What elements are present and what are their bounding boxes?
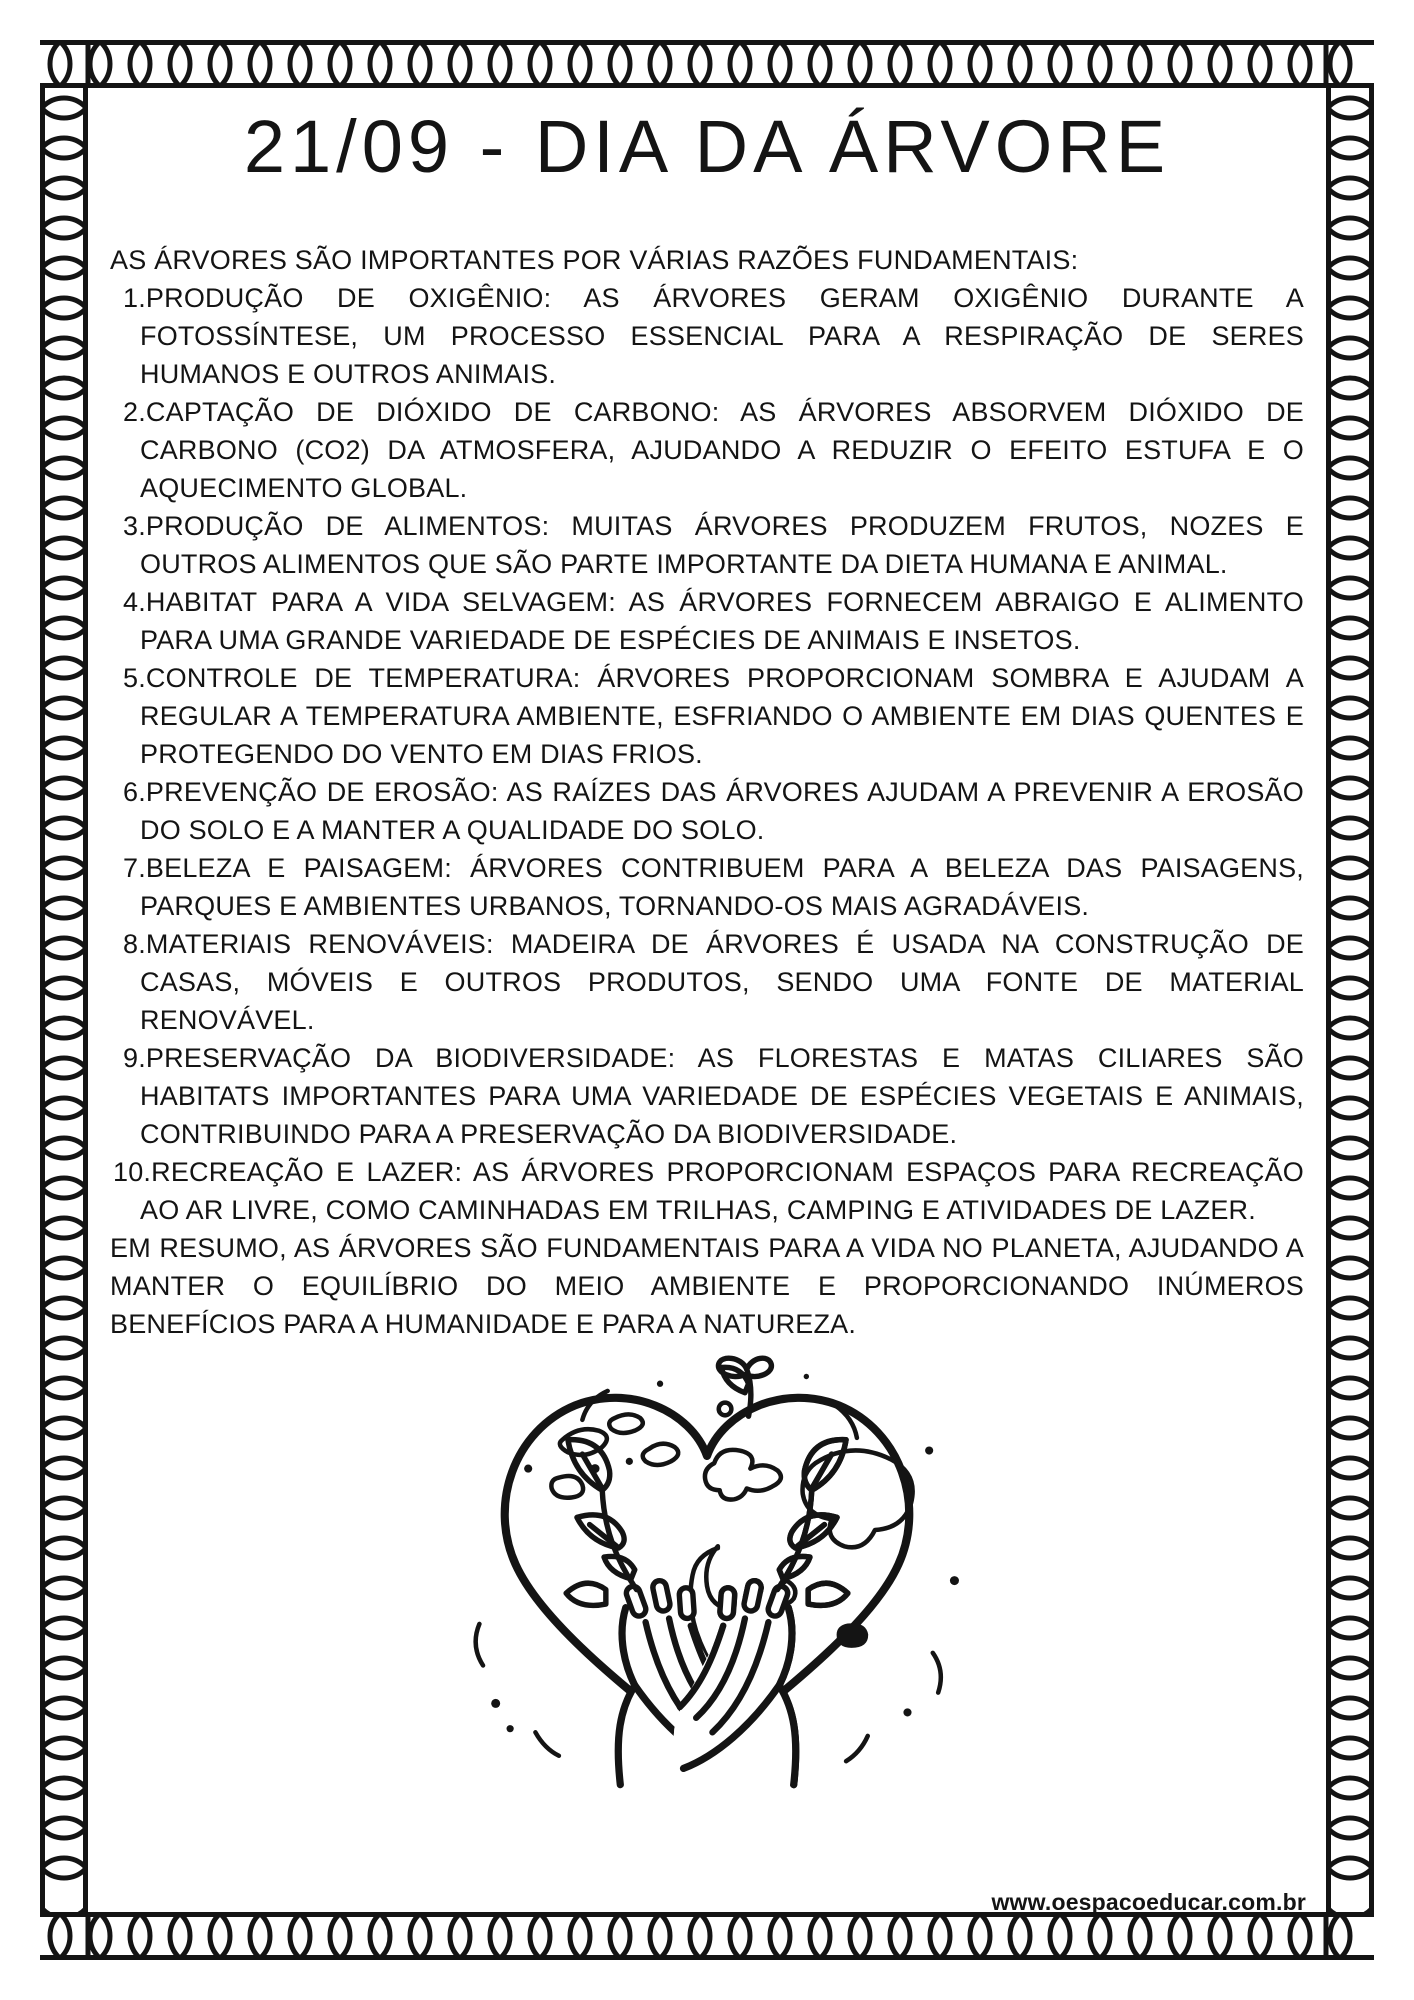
summary-paragraph: EM RESUMO, AS ÁRVORES SÃO FUNDAMENTAIS PARA A VIDA NO PLANETA, AJUDANDO A MANTER O EQUILÍBRIO DO MEIO AMBIENTE E PROPORCIONANDO INÚMEROS BENEFÍCIOS PARA A HUMANIDADE E PARA A NATUREZA. [110, 1233, 1304, 1340]
item-number: 8. [123, 929, 146, 960]
list-item [110, 849, 1304, 925]
list-item [110, 1039, 1304, 1153]
item-number: 3. [123, 511, 146, 542]
list-item [110, 659, 1304, 773]
list-item [110, 773, 1304, 849]
border-band-right [1326, 88, 1374, 1912]
item-text: MATERIAIS RENOVÁVEIS: MADEIRA DE ÁRVORES É USADA NA CONSTRUÇÃO DE CASAS, MÓVEIS E OUTROS PRODUTOS, SENDO UMA FONTE DE MATERIAL RENOVÁVEL. [140, 929, 1304, 1036]
list-item [110, 925, 1304, 1039]
item-text: PRESERVAÇÃO DA BIODIVERSIDADE: AS FLORESTAS E MATAS CILIARES SÃO HABITATS IMPORTANTES PARA UMA VARIEDADE DE ESPÉCIES VEGETAIS E ANIMAIS, CONTRIBUINDO PARA A PRESERVAÇÃO DA BIODIVERSIDADE. [140, 1043, 1304, 1150]
border-band-top [40, 40, 1374, 88]
page-title: 21/09 - DIA DA ÁRVORE [243, 105, 1171, 188]
item-text: PRODUÇÃO DE OXIGÊNIO: AS ÁRVORES GERAM OXIGÊNIO DURANTE A FOTOSSÍNTESE, UM PROCESSO ESSENCIAL PARA A RESPIRAÇÃO DE SERES HUMANOS E OUTROS ANIMAIS. [140, 283, 1304, 390]
item-text: PRODUÇÃO DE ALIMENTOS: MUITAS ÁRVORES PRODUZEM FRUTOS, NOZES E OUTROS ALIMENTOS QUE SÃO PARTE IMPORTANTE DA DIETA HUMANA E ANIMAL. [140, 511, 1304, 580]
item-text: BELEZA E PAISAGEM: ÁRVORES CONTRIBUEM PARA A BELEZA DAS PAISAGENS, PARQUES E AMBIENTES URBANOS, TORNANDO-OS MAIS AGRADÁVEIS. [140, 853, 1304, 922]
border-band-bottom [40, 1912, 1374, 1960]
item-number: 7. [123, 853, 146, 884]
document-content [88, 88, 1326, 1912]
intro-line: AS ÁRVORES SÃO IMPORTANTES POR VÁRIAS RAZÕES FUNDAMENTAIS: [110, 245, 1079, 276]
item-number: 9. [123, 1043, 146, 1074]
reasons-list [110, 279, 1304, 1229]
list-item [110, 507, 1304, 583]
earth-heart-hands-illustration [427, 1353, 987, 1791]
list-item [110, 279, 1304, 393]
item-text: HABITAT PARA A VIDA SELVAGEM: AS ÁRVORES FORNECEM ABRAIGO E ALIMENTO PARA UMA GRANDE VARIEDADE DE ESPÉCIES DE ANIMAIS E INSETOS. [140, 587, 1304, 656]
item-number: 10. [113, 1157, 152, 1188]
leaf-branch [566, 1440, 636, 1606]
list-item [110, 393, 1304, 507]
item-text: RECREAÇÃO E LAZER: AS ÁRVORES PROPORCIONAM ESPAÇOS PARA RECREAÇÃO AO AR LIVRE, COMO CAMINHADAS EM TRILHAS, CAMPING E ATIVIDADES DE LAZER. [140, 1157, 1304, 1226]
item-number: 1. [123, 283, 146, 314]
item-text: CONTROLE DE TEMPERATURA: ÁRVORES PROPORCIONAM SOMBRA E AJUDAM A REGULAR A TEMPERATURA AMBIENTE, ESFRIANDO O AMBIENTE EM DIAS QUENTES E PROTEGENDO DO VENTO EM DIAS FRIOS. [140, 663, 1304, 770]
border-band-left [40, 88, 88, 1912]
list-item [110, 1153, 1304, 1229]
item-number: 6. [123, 777, 146, 808]
item-number: 5. [123, 663, 146, 694]
item-number: 4. [123, 587, 146, 618]
item-number: 2. [123, 397, 146, 428]
item-text: PREVENÇÃO DE EROSÃO: AS RAÍZES DAS ÁRVORES AJUDAM A PREVENIR A EROSÃO DO SOLO E A MANTER A QUALIDADE DO SOLO. [140, 777, 1304, 846]
item-text: CAPTAÇÃO DE DIÓXIDO DE CARBONO: AS ÁRVORES ABSORVEM DIÓXIDO DE CARBONO (CO2) DA ATMOSFERA, AJUDANDO A REDUZIR O EFEITO ESTUFA E O AQUECIMENTO GLOBAL. [140, 397, 1304, 504]
footer-url: www.oespacoeducar.com.br [991, 1889, 1306, 1915]
list-item [110, 583, 1304, 659]
